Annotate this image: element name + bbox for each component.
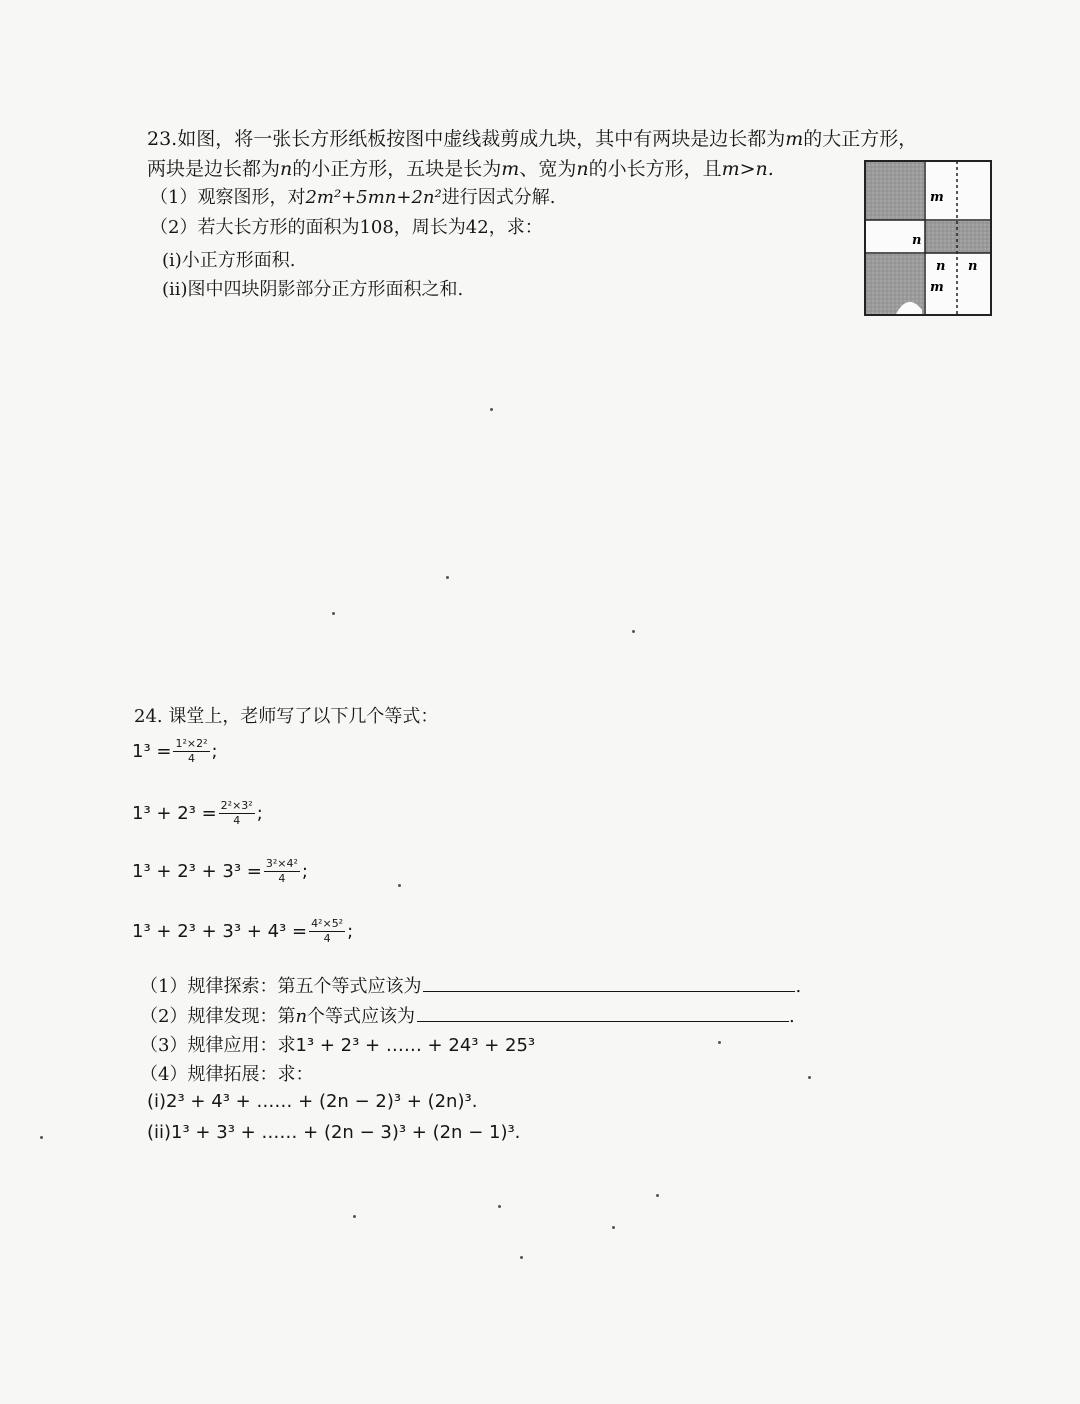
q23-text: 、宽为 (519, 158, 577, 180)
numerator: 4²×5² (309, 918, 345, 932)
semicolon: ; (256, 803, 263, 825)
q24-part4: （4）规律拓展：求： (140, 1064, 314, 1085)
label-m: m (930, 190, 944, 205)
q23-text: 的小正方形，五块是长为 (292, 158, 502, 180)
q23-text: 的小长方形，且 (588, 158, 722, 180)
q24-part4-ii (147, 1122, 520, 1143)
scan-speck (332, 612, 335, 615)
semicolon: ; (301, 861, 308, 883)
q23-text: 23.如图，将一张长方形纸板按图中虚线裁剪成九块，其中有两块是边长都为 (147, 128, 786, 150)
q23-text: 进行因式分解. (441, 187, 556, 208)
scan-speck (632, 630, 635, 633)
item-label: (ii) (147, 1122, 172, 1143)
q23-text: （1）观察图形，对 (150, 187, 306, 208)
q24-part2 (140, 1002, 795, 1028)
answer-blank[interactable] (417, 1003, 789, 1022)
var-n: n (280, 158, 293, 180)
scan-speck (490, 408, 493, 411)
fraction (264, 858, 300, 885)
q24-text: 个等式应该为 (307, 1006, 416, 1027)
denominator: 4 (323, 932, 331, 946)
equation-lhs: 1³ + 2³ = (132, 803, 217, 825)
sum-expression: 1³ + 3³ + …… + (2n − 3)³ + (2n − 1)³. (171, 1122, 521, 1143)
q23-text: 的大正方形， (803, 128, 918, 150)
label-n: n (968, 259, 978, 274)
scan-speck (656, 1194, 659, 1197)
scan-speck (446, 576, 449, 579)
rectangle-figure (864, 160, 992, 316)
label-m: m (930, 280, 944, 295)
numerator: 1²×2² (173, 738, 209, 752)
fraction (219, 800, 255, 827)
answer-blank[interactable] (423, 973, 795, 992)
equation-2 (132, 800, 263, 827)
item-label: (i) (147, 1091, 167, 1112)
q23-part2-i: (i)小正方形面积. (162, 250, 296, 271)
equation-1 (132, 738, 218, 765)
period: . (789, 1006, 795, 1027)
denominator: 4 (233, 814, 241, 828)
scan-speck (398, 884, 401, 887)
semicolon: ; (347, 921, 354, 943)
q24-text: （1）规律探索：第五个等式应该为 (140, 976, 422, 997)
scan-speck (520, 1256, 523, 1259)
shaded-small-square (925, 221, 957, 253)
q23-text: 两块是边长都为 (147, 158, 281, 180)
scan-speck (808, 1076, 811, 1079)
equation-lhs: 1³ + 2³ + 3³ = (132, 861, 262, 883)
var-m: m (785, 128, 804, 150)
fraction (309, 918, 345, 945)
var-n: n (576, 158, 589, 180)
q24-part3 (140, 1031, 535, 1057)
label-n: n (912, 233, 922, 248)
q24-part1 (140, 972, 801, 998)
equation-4 (132, 918, 353, 945)
denominator: 4 (188, 752, 195, 766)
period: . (795, 976, 802, 997)
polynomial-expression: 2m²+5mn+2n² (305, 187, 442, 208)
q23-statement-line1 (147, 124, 917, 151)
shaded-small-square (957, 221, 990, 253)
numerator: 2²×3² (219, 800, 255, 814)
q24-title: 24. 课堂上，老师写了以下几个等式： (134, 706, 439, 727)
inequality: m>n. (721, 158, 774, 180)
scan-speck (612, 1226, 615, 1229)
shaded-large-square-top (866, 162, 924, 220)
semicolon: ; (211, 741, 218, 763)
var-n: n (295, 1006, 308, 1027)
q23-part2-ii: (ii)图中四块阴影部分正方形面积之和. (162, 279, 464, 300)
q24-part4-i (147, 1091, 477, 1112)
equation-3 (132, 858, 308, 885)
equation-lhs: 1³ + 2³ + 3³ + 4³ = (132, 921, 308, 943)
q23-statement-line2 (147, 154, 774, 181)
numerator: 3²×4² (264, 858, 300, 872)
scan-speck (40, 1136, 43, 1139)
scan-speck (353, 1215, 356, 1218)
equation-lhs: 1³ = (132, 741, 172, 763)
var-m: m (501, 158, 520, 180)
sum-expression: 2³ + 4³ + …… + (2n − 2)³ + (2n)³. (166, 1091, 478, 1112)
q24-text: （3）规律应用：求 (140, 1035, 296, 1056)
q24-text: （2）规律发现：第 (140, 1006, 296, 1027)
q23-part2: （2）若大长方形的面积为108，周长为42，求： (150, 217, 543, 238)
sum-expression: 1³ + 2³ + …… + 24³ + 25³ (295, 1035, 536, 1056)
fraction (173, 738, 209, 765)
denominator: 4 (278, 872, 286, 886)
scan-speck (718, 1041, 721, 1044)
scan-speck (498, 1205, 501, 1208)
label-n: n (936, 259, 946, 274)
q23-part1 (150, 183, 555, 209)
